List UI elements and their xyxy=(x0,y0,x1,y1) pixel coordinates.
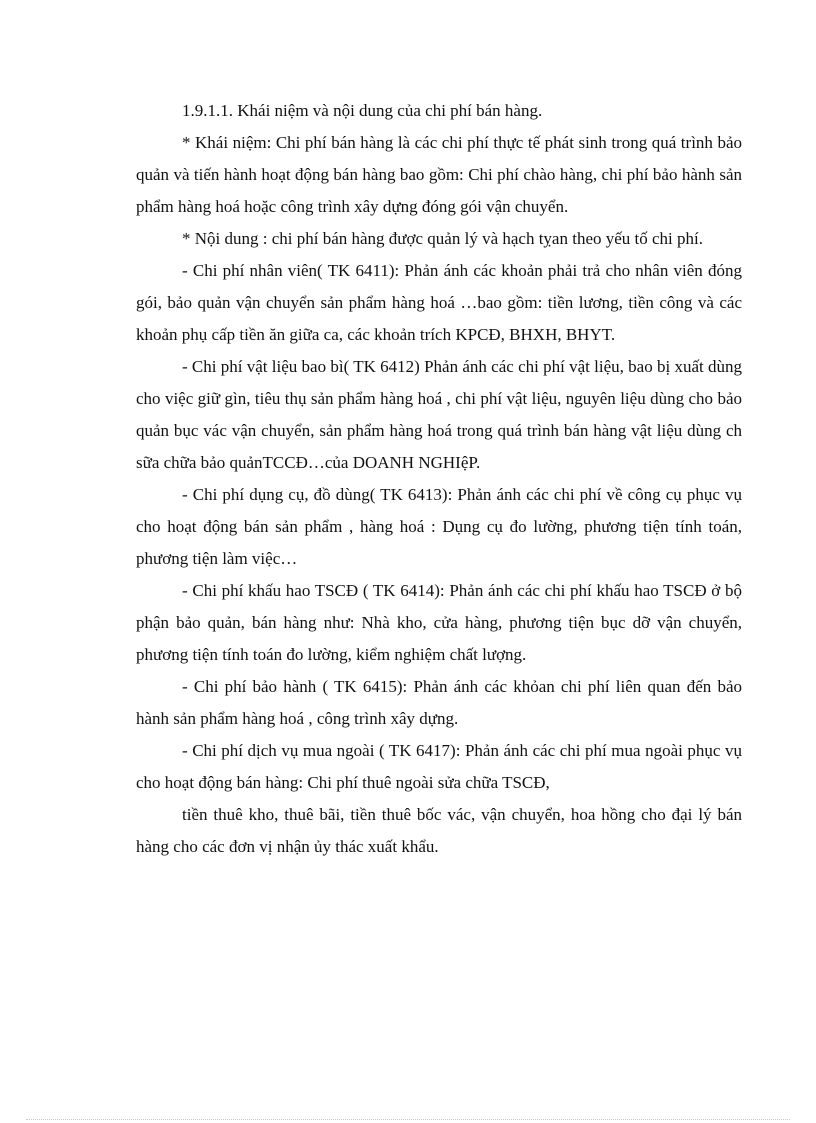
section-heading: 1.9.1.1. Khái niệm và nội dung của chi phí bán hàng. xyxy=(182,101,543,120)
paragraph-tk6417-continued: tiền thuê kho, thuê bãi, tiền thuê bốc vác, vận chuyển, hoa hồng cho đại lý bán hàng cho các đơn vị nhận ủy thác xuất khẩu. xyxy=(136,805,742,856)
paragraph-tk6414: - Chi phí khấu hao TSCĐ ( TK 6414): Phản ánh các chi phí khấu hao TSCĐ ở bộ phận bảo quản, bán hàng như: Nhà kho, cửa hàng, phương tiện bục dỡ vận chuyển, phương tiện tính toán đo lường, kiểm nghiệm chất lượng. xyxy=(136,581,742,664)
paragraph-tk6412: - Chi phí vật liệu bao bì( TK 6412) Phản ánh các chi phí vật liệu, bao bị xuất dùng cho việc giữ gìn, tiêu thụ sản phẩm hàng hoá , chi phí vật liệu, nguyên liệu dùng cho bảo quản bục vác vận chuyển, sản phẩm hàng hoá trong quá trình bán hàng vật liệu dùng ch sữa chữa bảo quảnTCCĐ…của DOANH NGHIệP. xyxy=(136,357,742,472)
document-body xyxy=(136,95,742,863)
paragraph-tk6415: - Chi phí bảo hành ( TK 6415): Phản ánh các khỏan chi phí liên quan đến bảo hành sản phẩm hàng hoá , công trình xây dựng. xyxy=(136,677,742,728)
page-bottom-divider xyxy=(26,1119,790,1120)
paragraph-tk6413: - Chi phí dụng cụ, đồ dùng( TK 6413): Phản ánh các chi phí về công cụ phục vụ cho hoạt động bán sản phẩm , hàng hoá : Dụng cụ đo lường, phương tiện tính toán, phương tiện làm việc… xyxy=(136,485,742,568)
paragraph-content: * Nội dung : chi phí bán hàng được quản lý và hạch tỵan theo yếu tố chi phí. xyxy=(182,229,704,248)
paragraph-tk6411: - Chi phí nhân viên( TK 6411): Phản ánh các khoản phải trả cho nhân viên đóng gói, bảo quản vận chuyển sản phẩm hàng hoá …bao gồm: tiền lương, tiền công và các khoản phụ cấp tiền ăn giữa ca, các khoản trích KPCĐ, BHXH, BHYT. xyxy=(136,261,742,344)
paragraph-definition: * Khái niệm: Chi phí bán hàng là các chi phí thực tế phát sinh trong quá trình bảo quản và tiến hành hoạt động bán hàng bao gồm: Chi phí chào hàng, chi phí bảo hành sản phẩm hàng hoá hoặc công trình xây dựng đóng gói vận chuyển. xyxy=(136,133,742,216)
paragraph-tk6417: - Chi phí dịch vụ mua ngoài ( TK 6417): Phản ánh các chi phí mua ngoài phục vụ cho hoạt động bán hàng: Chi phí thuê ngoài sửa chữa TSCĐ, xyxy=(136,741,742,792)
